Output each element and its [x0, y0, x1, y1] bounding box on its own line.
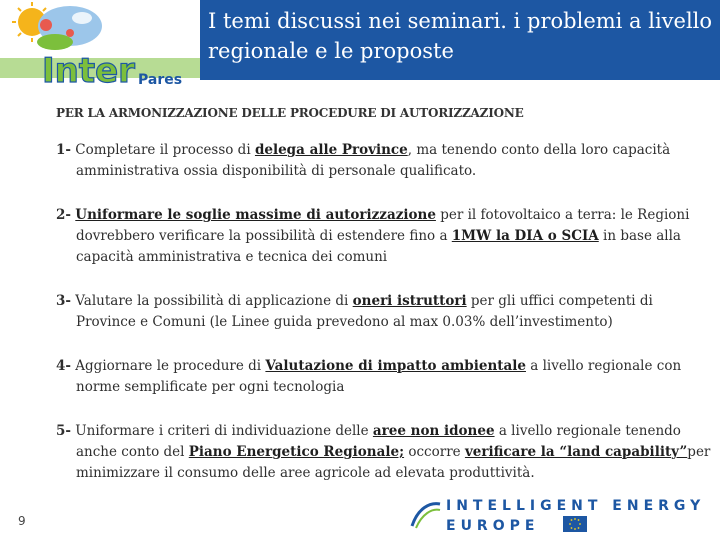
item-text: Uniformare i criteri di individuazione delle: [71, 423, 373, 439]
page-number: 9: [18, 514, 26, 528]
brand-line-1: INTELLIGENT ENERGY: [446, 498, 706, 514]
interpares-logo: [0, 0, 200, 92]
item-number: 3-: [56, 293, 71, 309]
item-text: per il fotovoltaico a terra: le Regioni dovrebbero verificare la possibilità di estendere fino a: [76, 207, 690, 244]
item-text: per gli uffici competenti di Province e Comuni (le Linee guida prevedono al max 0.03% dell’investimento): [76, 293, 653, 330]
item-text: a livello regionale con norme semplificate per ogni tecnologia: [76, 358, 682, 395]
list-item: [56, 291, 716, 333]
item-bold-text: Uniformare le soglie massime di autorizzazione: [75, 207, 436, 223]
item-bold-text: delega alle Province: [254, 142, 408, 158]
logo-graphic: [0, 0, 200, 92]
item-number: 1-: [56, 142, 71, 158]
item-text: , ma tenendo conto della loro capacità amministrativa ossia disponibilità di personale qualificato.: [76, 142, 671, 179]
list-item: [56, 205, 716, 268]
item-bold-text: Piano Energetico Regionale;: [188, 444, 405, 460]
item-text: Completare il processo di: [71, 142, 255, 158]
item-text: Valutare la possibilità di applicazione di: [71, 293, 353, 309]
item-number: 5-: [56, 423, 71, 439]
item-bold-text: 1MW la DIA o SCIA: [451, 228, 599, 244]
item-bold-text: aree non idonee: [372, 423, 495, 439]
item-text: a livello regionale tenendo anche conto del: [76, 423, 681, 460]
item-text: occorre: [404, 444, 465, 460]
list-item: [56, 356, 716, 398]
item-text: per minimizzare il consumo delle aree agricole ad elevata produttività.: [76, 444, 711, 481]
item-number: 2-: [56, 207, 71, 223]
logo-pares-text: Pares: [138, 72, 183, 88]
ie-swoosh-icon: [408, 498, 442, 532]
list-item: [56, 421, 716, 484]
logo-inter-text: Inter: [42, 51, 135, 91]
item-bold-text: Valutazione di impatto ambientale: [265, 358, 526, 374]
item-bold-text: oneri istruttori: [352, 293, 467, 309]
item-text: in base alla capacità amministrativa e tecnica dei comuni: [76, 228, 681, 265]
item-number: 4-: [56, 358, 71, 374]
brand-line-2: EUROPE: [446, 518, 540, 534]
eu-flag-icon: [563, 516, 587, 532]
list-item: [56, 140, 716, 182]
section-subtitle: PER LA ARMONIZZAZIONE DELLE PROCEDURE DI AUTORIZZAZIONE: [56, 106, 524, 120]
item-text: Aggiornare le procedure di: [71, 358, 266, 374]
item-bold-text: verificare la “land capability”: [464, 444, 688, 460]
slide-title: I temi discussi nei seminari. i problemi a livello regionale e le proposte: [208, 9, 713, 63]
